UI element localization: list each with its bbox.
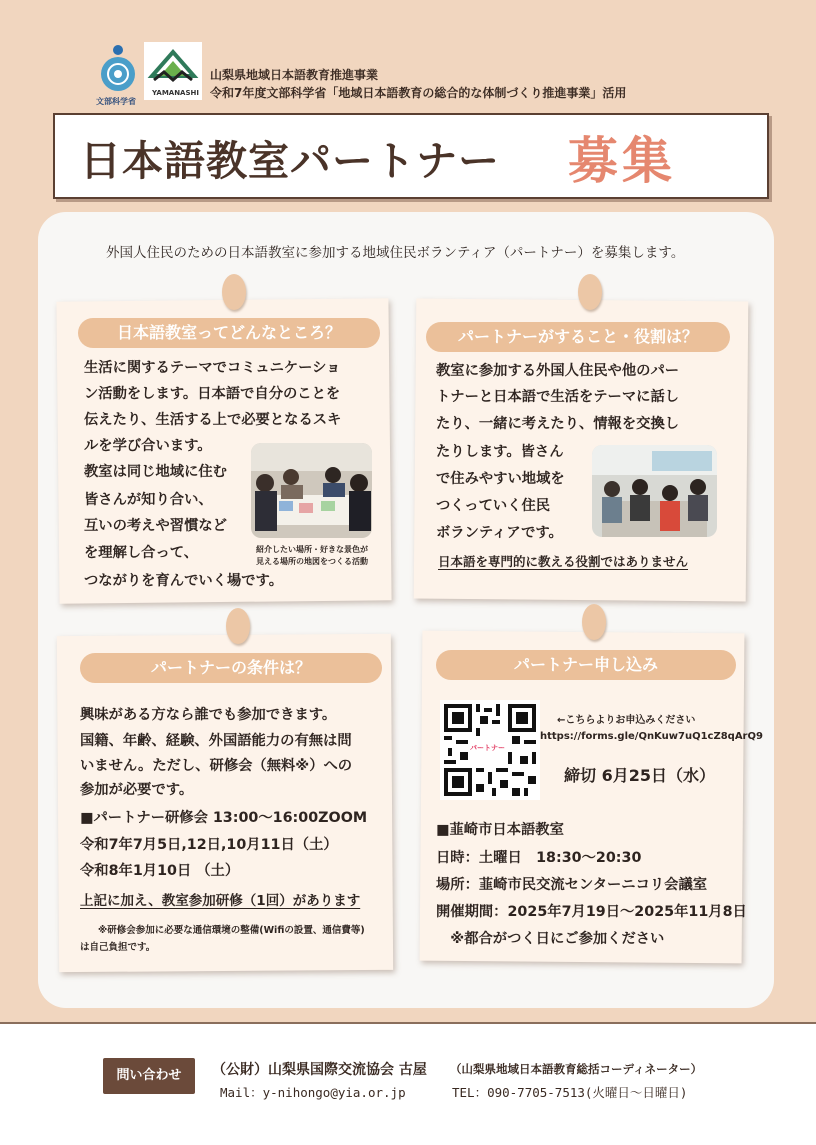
- card3-line: ■パートナー研修会 13:00～16:00ZOOM: [80, 810, 368, 826]
- card3-line: 令和8年1月10日 （土）: [80, 863, 240, 879]
- card1-line: つながりを育んでいく場です。: [84, 573, 284, 589]
- yamanashi-logo-label: YAMANASHI: [152, 89, 199, 97]
- partner-activity-photo: [592, 445, 717, 537]
- card4-heading: パートナー申し込み: [436, 650, 736, 680]
- card1-line: ルを学び合います。: [84, 438, 212, 454]
- pin-icon: [222, 274, 246, 310]
- page-title: 日本語教室パートナー: [80, 137, 500, 185]
- footer-role: （山梨県地域日本語教育総括コーディネーター）: [450, 1062, 703, 1076]
- pin-icon: [578, 274, 602, 310]
- card1-line: 生活に関するテーマでコミュニケーショ: [84, 360, 341, 376]
- card1-line: 皆さんが知り合い、: [84, 492, 213, 508]
- card1-line: ン活動をします。日本語で自分のことを: [84, 386, 341, 402]
- header-project-line: 山梨県地域日本語教育推進事業: [210, 68, 379, 82]
- contact-button[interactable]: 問い合わせ: [103, 1058, 195, 1094]
- mext-logo: [98, 42, 138, 104]
- card3-line: 令和7年7月5日,12日,10月11日（土）: [80, 837, 338, 853]
- apply-arrow-text: ←こちらよりお申込みください: [557, 715, 696, 726]
- footer-org: （公財）山梨県国際交流協会 古屋: [212, 1062, 427, 1078]
- card1-line: 教室は同じ地域に住む: [84, 464, 227, 480]
- card3-note: 上記に加え、教室参加研修（1回）があります: [80, 893, 361, 909]
- card3-small-note: は自己負担です。: [80, 942, 156, 953]
- card2-heading: パートナーがすること・役割は？: [426, 322, 730, 352]
- apply-form-url[interactable]: https://forms.gle/QnKuw7uQ1cZ8qArQ9: [540, 731, 763, 742]
- header-program-line: 令和7年度文部科学省「地域日本語教育の総合的な体制づくり推進事業」活用: [210, 86, 627, 100]
- card4-line: ※都合がつく日にご参加ください: [436, 931, 665, 947]
- card3-line: いません。ただし、研修会（無料※）への: [80, 758, 353, 774]
- photo-caption: 見える場所の地図をつくる活動: [256, 557, 368, 566]
- footer-mail[interactable]: Mail：y-nihongo@yia.or.jp: [220, 1085, 406, 1100]
- card2-line: たりします。皆さん: [436, 444, 564, 460]
- card4-line: 日時：土曜日 18:30～20:30: [436, 850, 642, 866]
- card3-line: 参加が必要です。: [80, 782, 194, 798]
- card3-line: 興味がある方なら誰でも参加できます。: [80, 707, 337, 723]
- card4-line: 開催期間：2025年7月19日～2025年11月8日: [436, 904, 747, 920]
- mext-logo-label: 文部科学省: [96, 97, 136, 106]
- card2-line: トナーと日本語で生活をテーマに話し: [436, 389, 680, 405]
- card2-line: ボランティアです。: [436, 525, 563, 541]
- card2-line: 教室に参加する外国人住民や他のパー: [436, 363, 680, 379]
- photo-caption: 紹介したい場所・好きな景色が: [256, 545, 368, 554]
- card3-line: 国籍、年齢、経験、外国語能力の有無は問: [80, 733, 352, 749]
- card4-line: 場所：韮崎市民交流センターニコリ会議室: [436, 877, 708, 893]
- card2-note: 日本語を専門的に教える役割ではありません: [438, 554, 689, 569]
- pin-icon: [582, 604, 606, 640]
- qr-label: パートナー: [470, 744, 505, 752]
- card2-line: たり、一緒に考えたり、情報を交換し: [436, 416, 680, 432]
- footer-tel[interactable]: TEL：090-7705-7513(火曜日～日曜日): [452, 1085, 688, 1100]
- card4-line: ■韮崎市日本語教室: [436, 822, 564, 838]
- card1-heading: 日本語教室ってどんなところ？: [78, 318, 380, 348]
- card1-line: 互いの考えや習慣など: [84, 518, 227, 534]
- card3-small-note: ※研修会参加に必要な通信環境の整備(Wifiの設置、通信費等): [98, 925, 365, 936]
- card-conditions: [57, 634, 393, 972]
- pin-icon: [226, 608, 250, 644]
- card2-line: で住みやすい地域を: [436, 471, 565, 487]
- card3-heading: パートナーの条件は？: [80, 653, 382, 683]
- apply-deadline: 締切 6月25日（水）: [564, 766, 715, 785]
- card1-line: を理解し合って、: [84, 545, 199, 561]
- intro-text: 外国人住民のための日本語教室に参加する地域住民ボランティア（パートナー）を募集します。: [106, 245, 685, 261]
- card1-line: 伝えたり、生活する上で必要となるスキ: [84, 412, 342, 428]
- page-title-accent: 募集: [568, 132, 676, 190]
- card2-line: つくっていく住民: [436, 498, 551, 514]
- class-activity-photo: [251, 443, 372, 538]
